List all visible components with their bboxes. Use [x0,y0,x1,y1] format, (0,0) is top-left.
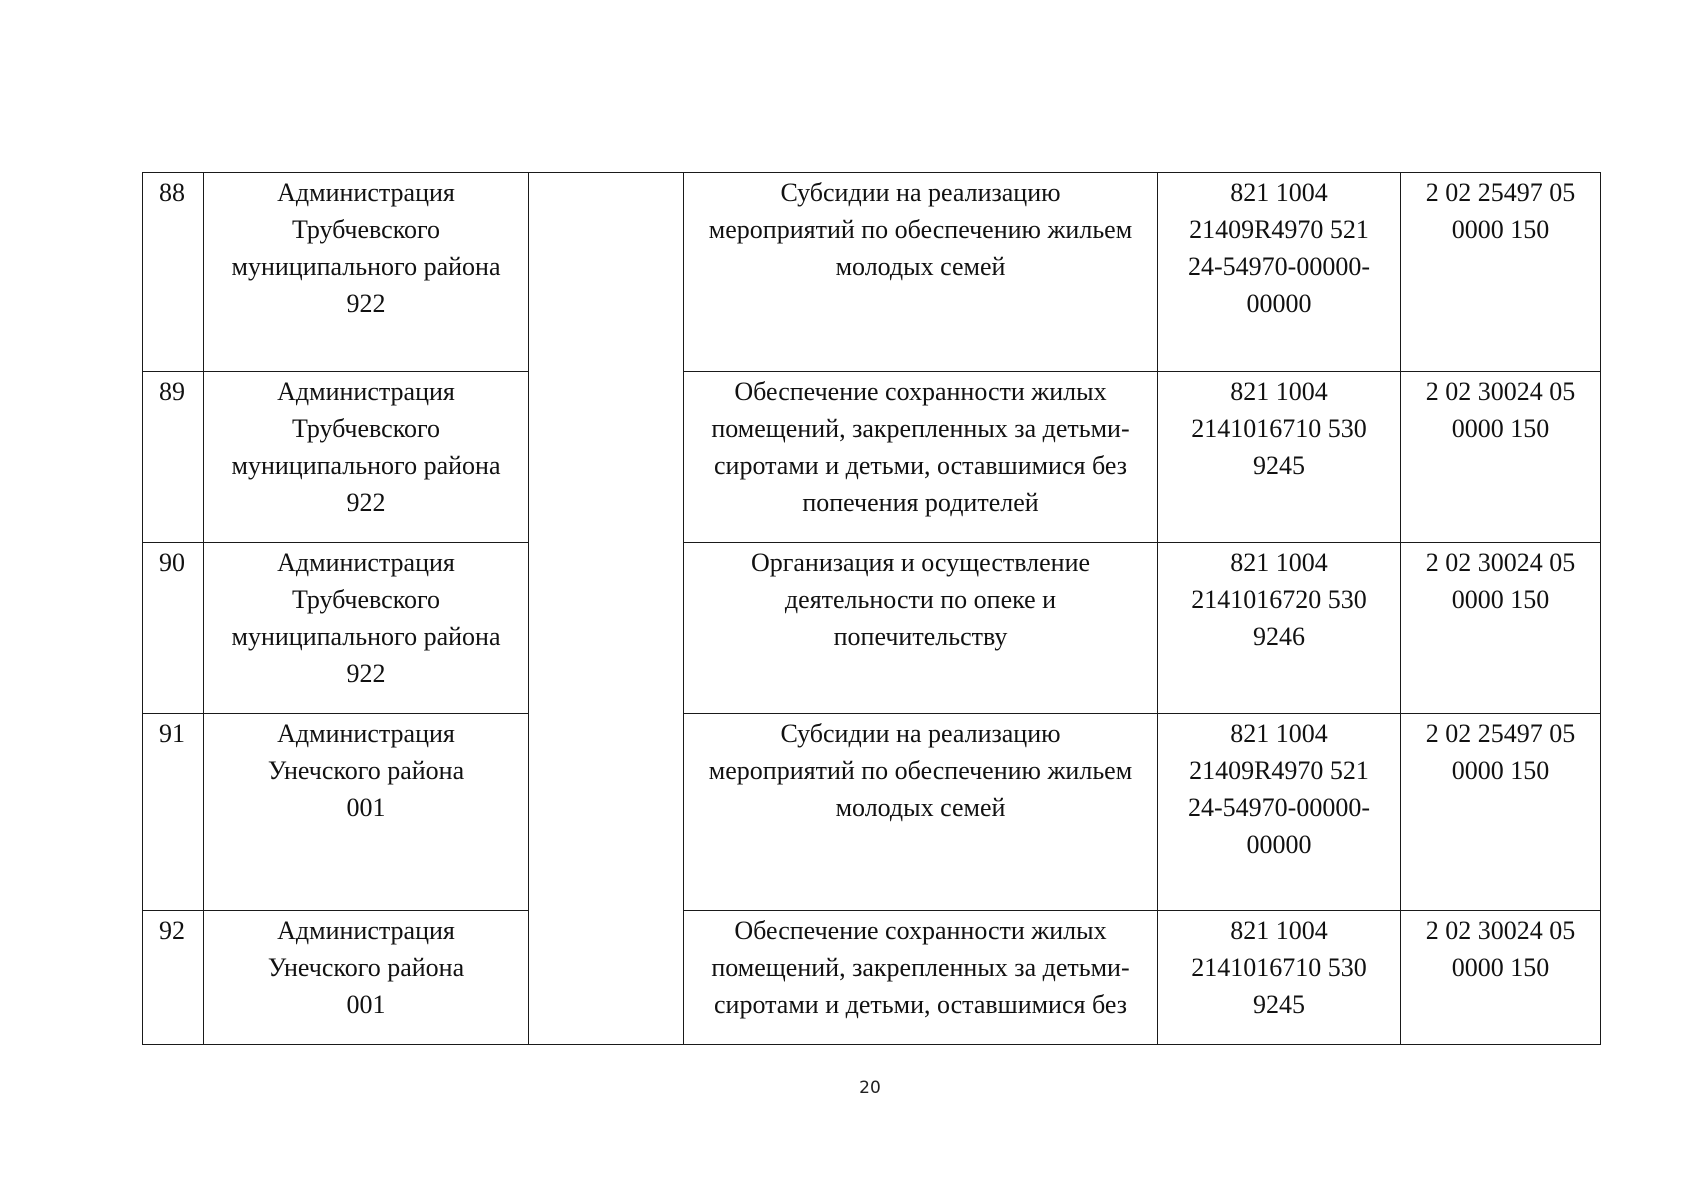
purpose-line: помещений, закрепленных за детьми- [711,953,1130,982]
purpose-line: Обеспечение сохранности жилых [734,916,1107,945]
table-row [143,714,1601,911]
budget-code-line: 2141016720 530 [1191,585,1367,614]
table-body [143,173,1601,1045]
revenue-code-line: 0000 150 [1451,215,1550,244]
purpose-line: попечительству [833,622,1008,651]
purpose-line: сиротами и детьми, оставшимися без [714,990,1127,1019]
recipient-line: 001 [346,793,386,822]
budget-code-cell [1158,543,1401,714]
revenue-code-cell [1401,173,1601,372]
recipient-line: Администрация [277,916,455,945]
purpose-line: деятельности по опеке и [784,585,1057,614]
budget-code-line: 9246 [1253,622,1305,651]
recipient-line: 001 [346,990,386,1019]
budget-code-cell [1158,714,1401,911]
revenue-code-line: 2 02 30024 05 [1425,916,1576,945]
recipient-cell [204,173,529,372]
recipient-line: Администрация [277,548,455,577]
recipient-cell [204,714,529,911]
recipient-line: 922 [346,289,386,318]
purpose-line: Субсидии на реализацию [780,719,1061,748]
budget-code-line: 00000 [1246,830,1312,859]
recipient-line: 922 [346,488,386,517]
recipient-line: Администрация [277,178,455,207]
revenue-code-cell [1401,372,1601,543]
budget-code-line: 21409R4970 521 [1189,215,1369,244]
recipient-line: муниципального района [231,622,501,651]
table-row [143,173,1601,372]
revenue-code-line: 0000 150 [1451,414,1550,443]
purpose-line: молодых семей [835,793,1006,822]
empty-cell [529,543,684,714]
purpose-line: мероприятий по обеспечению жильем [708,756,1133,785]
purpose-line: попечения родителей [802,488,1039,517]
revenue-code-cell [1401,714,1601,911]
budget-code-line: 00000 [1246,289,1312,318]
empty-cell [529,714,684,911]
purpose-line: молодых семей [835,252,1006,281]
budget-code-line: 821 1004 [1230,377,1328,406]
recipient-line: муниципального района [231,252,501,281]
budget-code-line: 2141016710 530 [1191,414,1367,443]
budget-code-line: 24-54970-00000- [1188,793,1370,822]
recipient-line: Трубчевского [291,414,441,443]
table-row [143,372,1601,543]
recipient-cell [204,372,529,543]
recipient-line: Унечского района [267,756,465,785]
budget-code-cell [1158,173,1401,372]
empty-cell [529,173,684,372]
recipient-line: муниципального района [231,451,501,480]
recipient-line: Администрация [277,377,455,406]
purpose-cell [684,911,1158,1045]
recipient-cell [204,911,529,1045]
revenue-code-cell [1401,911,1601,1045]
row-number-cell: 88 [143,173,204,372]
revenue-code-line: 2 02 25497 05 [1425,178,1576,207]
row-number-cell: 90 [143,543,204,714]
revenue-code-line: 2 02 30024 05 [1425,548,1576,577]
page-number: 20 [859,1078,881,1098]
budget-code-line: 2141016710 530 [1191,953,1367,982]
recipient-line: 922 [346,659,386,688]
recipient-line: Трубчевского [291,585,441,614]
purpose-line: сиротами и детьми, оставшимися без [714,451,1127,480]
recipient-line: Унечского района [267,953,465,982]
budget-code-line: 21409R4970 521 [1189,756,1369,785]
revenue-code-cell [1401,543,1601,714]
purpose-cell [684,714,1158,911]
budget-code-line: 821 1004 [1230,916,1328,945]
revenue-code-line: 0000 150 [1451,756,1550,785]
table-row [143,543,1601,714]
purpose-cell [684,173,1158,372]
row-number-cell: 89 [143,372,204,543]
revenue-code-line: 0000 150 [1451,953,1550,982]
purpose-line: помещений, закрепленных за детьми- [711,414,1130,443]
purpose-line: мероприятий по обеспечению жильем [708,215,1133,244]
recipient-line: Администрация [277,719,455,748]
purpose-line: Организация и осуществление [750,548,1091,577]
purpose-cell [684,372,1158,543]
purpose-line: Субсидии на реализацию [780,178,1061,207]
empty-cell [529,911,684,1045]
budget-code-line: 821 1004 [1230,178,1328,207]
recipient-cell [204,543,529,714]
revenue-code-line: 2 02 25497 05 [1425,719,1576,748]
budget-code-line: 9245 [1253,451,1305,480]
row-number-cell: 92 [143,911,204,1045]
budget-code-line: 9245 [1253,990,1305,1019]
revenue-code-line: 2 02 30024 05 [1425,377,1576,406]
budget-code-cell [1158,911,1401,1045]
purpose-cell [684,543,1158,714]
empty-cell [529,372,684,543]
budget-code-line: 24-54970-00000- [1188,252,1370,281]
purpose-line: Обеспечение сохранности жилых [734,377,1107,406]
budget-code-line: 821 1004 [1230,719,1328,748]
revenue-code-line: 0000 150 [1451,585,1550,614]
table-row [143,911,1601,1045]
budget-code-line: 821 1004 [1230,548,1328,577]
recipient-line: Трубчевского [291,215,441,244]
budget-code-cell [1158,372,1401,543]
row-number-cell: 91 [143,714,204,911]
subsidy-table [142,172,1601,1045]
